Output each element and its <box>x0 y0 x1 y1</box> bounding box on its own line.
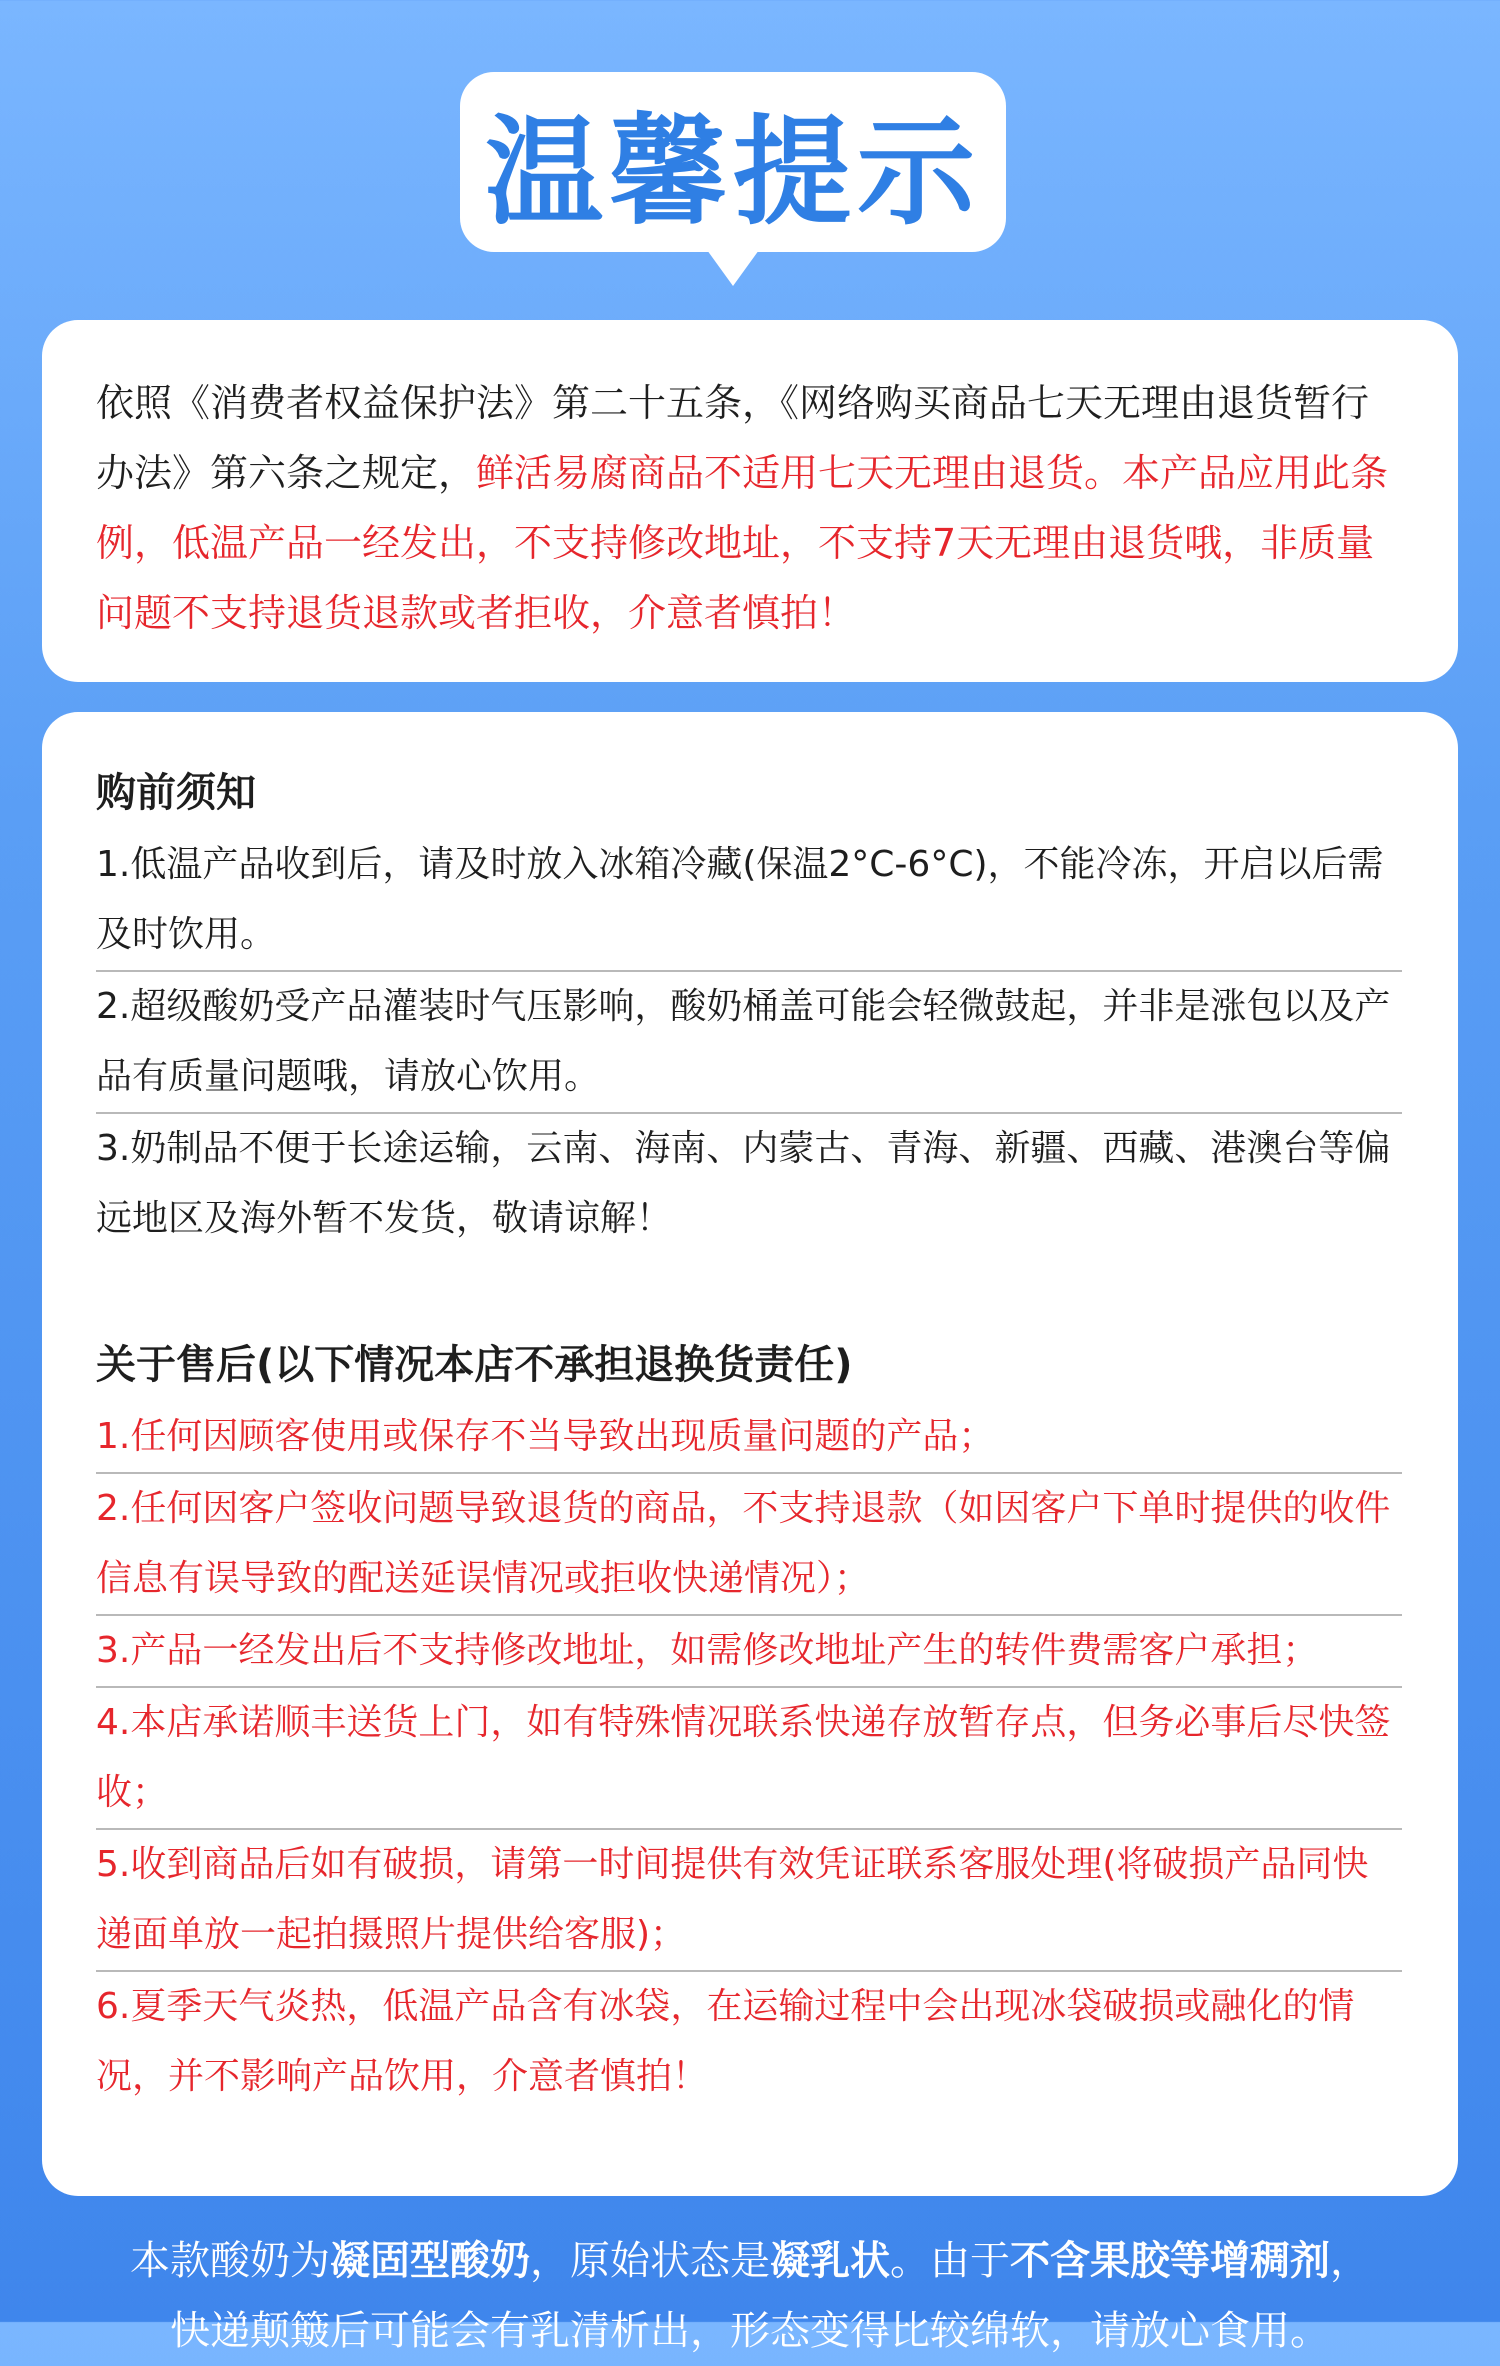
footer-text: 。由于 <box>890 2238 1010 2284</box>
footer-line-1 <box>0 2226 1500 2296</box>
notice-paragraph <box>96 368 1402 648</box>
aftersale-item: 1.任何因顾客使用或保存不当导致出现质量问题的产品； <box>96 1402 1402 1474</box>
page-title: 温馨提示 <box>484 103 981 241</box>
section-spacer <box>96 1254 1402 1332</box>
footer-text: 本款酸奶为 <box>130 2238 330 2284</box>
purchase-item: 2.超级酸奶受产品灌装时气压影响，酸奶桶盖可能会轻微鼓起，并非是涨包以及产品有质量问题哦，请放心饮用。 <box>96 972 1402 1114</box>
notice-warning-text: 鲜活易腐商品不适用七天无理由退货。本产品应用此条例，低温产品一经发出，不支持修改地址，不支持7天无理由退货哦，非质量问题不支持退货退款或者拒收，介意者慎拍！ <box>96 451 1389 635</box>
aftersale-item: 3.产品一经发出后不支持修改地址，如需修改地址产生的转件费需客户承担； <box>96 1616 1402 1688</box>
footer-note <box>0 2226 1500 2366</box>
aftersale-item: 4.本店承诺顺丰送货上门，如有特殊情况联系快递存放暂存点，但务必事后尽快签收； <box>96 1688 1402 1830</box>
aftersale-item: 6.夏季天气炎热，低温产品含有冰袋，在运输过程中会出现冰袋破损或融化的情况，并不影响产品饮用，介意者慎拍！ <box>96 1986 1355 2097</box>
aftersale-title: 关于售后(以下情况本店不承担退换货责任) <box>96 1342 853 1388</box>
footer-bold: 不含果胶等增稠剂 <box>1010 2238 1330 2284</box>
aftersale-item: 5.收到商品后如有破损，请第一时间提供有效凭证联系客服处理(将破损产品同快递面单放一起拍摄照片提供给客服)； <box>96 1830 1402 1972</box>
footer-line-2: 快递颠簸后可能会有乳清析出，形态变得比较绵软，请放心食用。 <box>170 2308 1330 2354</box>
footer-text: ，原始状态是 <box>530 2238 770 2284</box>
notice-card <box>42 320 1458 682</box>
footer-text: ， <box>1330 2238 1370 2284</box>
purchase-item: 1.低温产品收到后，请及时放入冰箱冷藏(保温2°C-6°C)，不能冷冻，开启以后需及时饮用。 <box>96 830 1402 972</box>
purchase-title: 购前须知 <box>96 770 256 816</box>
notice-text: 依照《消费者权益保护法》第二十五条，《网络购买商品七天无理由退货暂行办法》第六条之规定， <box>96 381 1370 495</box>
footer-bold: 凝乳状 <box>770 2238 890 2284</box>
aftersale-item: 2.任何因客户签收问题导致退货的商品，不支持退款（如因客户下单时提供的收件信息有误导致的配送延误情况或拒收快递情况）； <box>96 1474 1402 1616</box>
footer-bold: 凝固型酸奶 <box>330 2238 530 2284</box>
info-card <box>42 712 1458 2196</box>
title-bubble <box>460 72 1006 252</box>
purchase-item: 3.奶制品不便于长途运输，云南、海南、内蒙古、青海、新疆、西藏、港澳台等偏远地区及海外暂不发货，敬请谅解！ <box>96 1128 1391 1239</box>
